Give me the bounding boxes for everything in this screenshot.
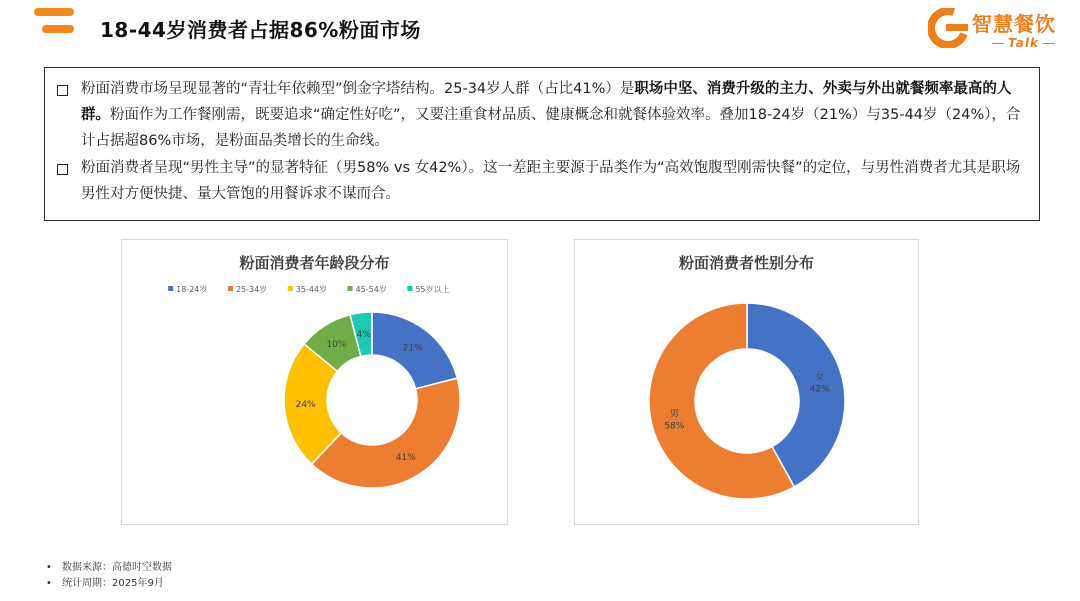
legend-item — [168, 284, 207, 294]
age-donut-chart — [122, 240, 507, 524]
brand-name: 智慧餐饮 — [972, 12, 1056, 36]
text-segment: 粉面消费者呈现“男性主导”的显著特征（男58% vs 女42%）。这一差距主要源于品类作为“高效饱腹型刚需快餐”的定位，与男性消费者尤其是职场男性对方便快捷、量大管饱的用餐诉求不谋而合。 — [81, 160, 1021, 202]
legend-item — [288, 284, 327, 294]
slice-value-label: 4% — [356, 330, 371, 341]
legend-label: 45-54岁 — [355, 285, 387, 294]
text-segment: 粉面作为工作餐刚需，既要追求“确定性好吃”，又要注重食材品质、健康概念和就餐体验效率。叠加18-24岁（21%）与35-44岁（24%），合计占据超86%市场，是粉面品类增长的生命线。 — [81, 107, 1021, 149]
legend-label: 25-34岁 — [235, 285, 268, 294]
footnotes — [46, 560, 172, 592]
legend-swatch — [288, 286, 293, 291]
page-title: 18-44岁消费者占据86%粉面市场 — [100, 18, 421, 42]
logo-bar-top — [34, 8, 74, 16]
text-segment: 粉面消费市场呈现显著的“青壮年依赖型”倒金字塔结构。25-34岁人群（占比41%）是 — [81, 81, 635, 97]
legend-swatch — [168, 286, 173, 291]
slice-value-label: 24% — [295, 400, 316, 411]
age-chart-card — [121, 239, 508, 525]
slice-category-label: 男 — [669, 409, 679, 420]
slice-value-label: 58% — [664, 421, 685, 432]
slice-category-label: 女 — [815, 372, 825, 383]
summary-bullet — [57, 76, 1027, 154]
legend-label: 18-24岁 — [176, 285, 208, 294]
summary-bullet — [57, 155, 1027, 207]
footnote-source: • 数据来源：高德时空数据 — [46, 560, 172, 576]
legend-swatch — [228, 286, 233, 291]
slice-value-label: 42% — [809, 384, 830, 395]
legend-swatch — [407, 286, 412, 291]
chart-title: 粉面消费者性别分布 — [678, 254, 815, 272]
brand-logo — [928, 4, 1068, 56]
gender-chart-card — [574, 239, 919, 525]
footnote-period: • 统计周期：2025年9月 — [46, 576, 172, 592]
chart-title: 粉面消费者年龄段分布 — [239, 254, 390, 272]
summary-box — [44, 67, 1040, 221]
square-bullet-icon — [57, 164, 68, 175]
square-bullet-icon — [57, 85, 68, 96]
legend-item — [407, 284, 449, 294]
legend-swatch — [348, 286, 353, 291]
gender-donut-chart — [575, 240, 918, 524]
summary-bullet-text — [81, 155, 1027, 207]
legend-label: 35-44岁 — [295, 285, 327, 294]
brand-mark-icon — [928, 8, 968, 48]
summary-bullet-text — [81, 76, 1027, 154]
logo-bar-bottom — [42, 25, 74, 33]
brand-subtitle: Talk — [988, 36, 1059, 50]
slice-value-label: 10% — [326, 339, 347, 350]
bold-text-segment: 职场中坚、消费升级的主力、外卖与外出就餐频率最高的人群。 — [81, 81, 1012, 123]
slice-value-label: 21% — [402, 343, 423, 354]
legend-label: 55岁以上 — [415, 285, 450, 294]
slice-value-label: 41% — [395, 453, 416, 464]
legend-item — [348, 284, 387, 294]
legend-item — [228, 284, 267, 294]
